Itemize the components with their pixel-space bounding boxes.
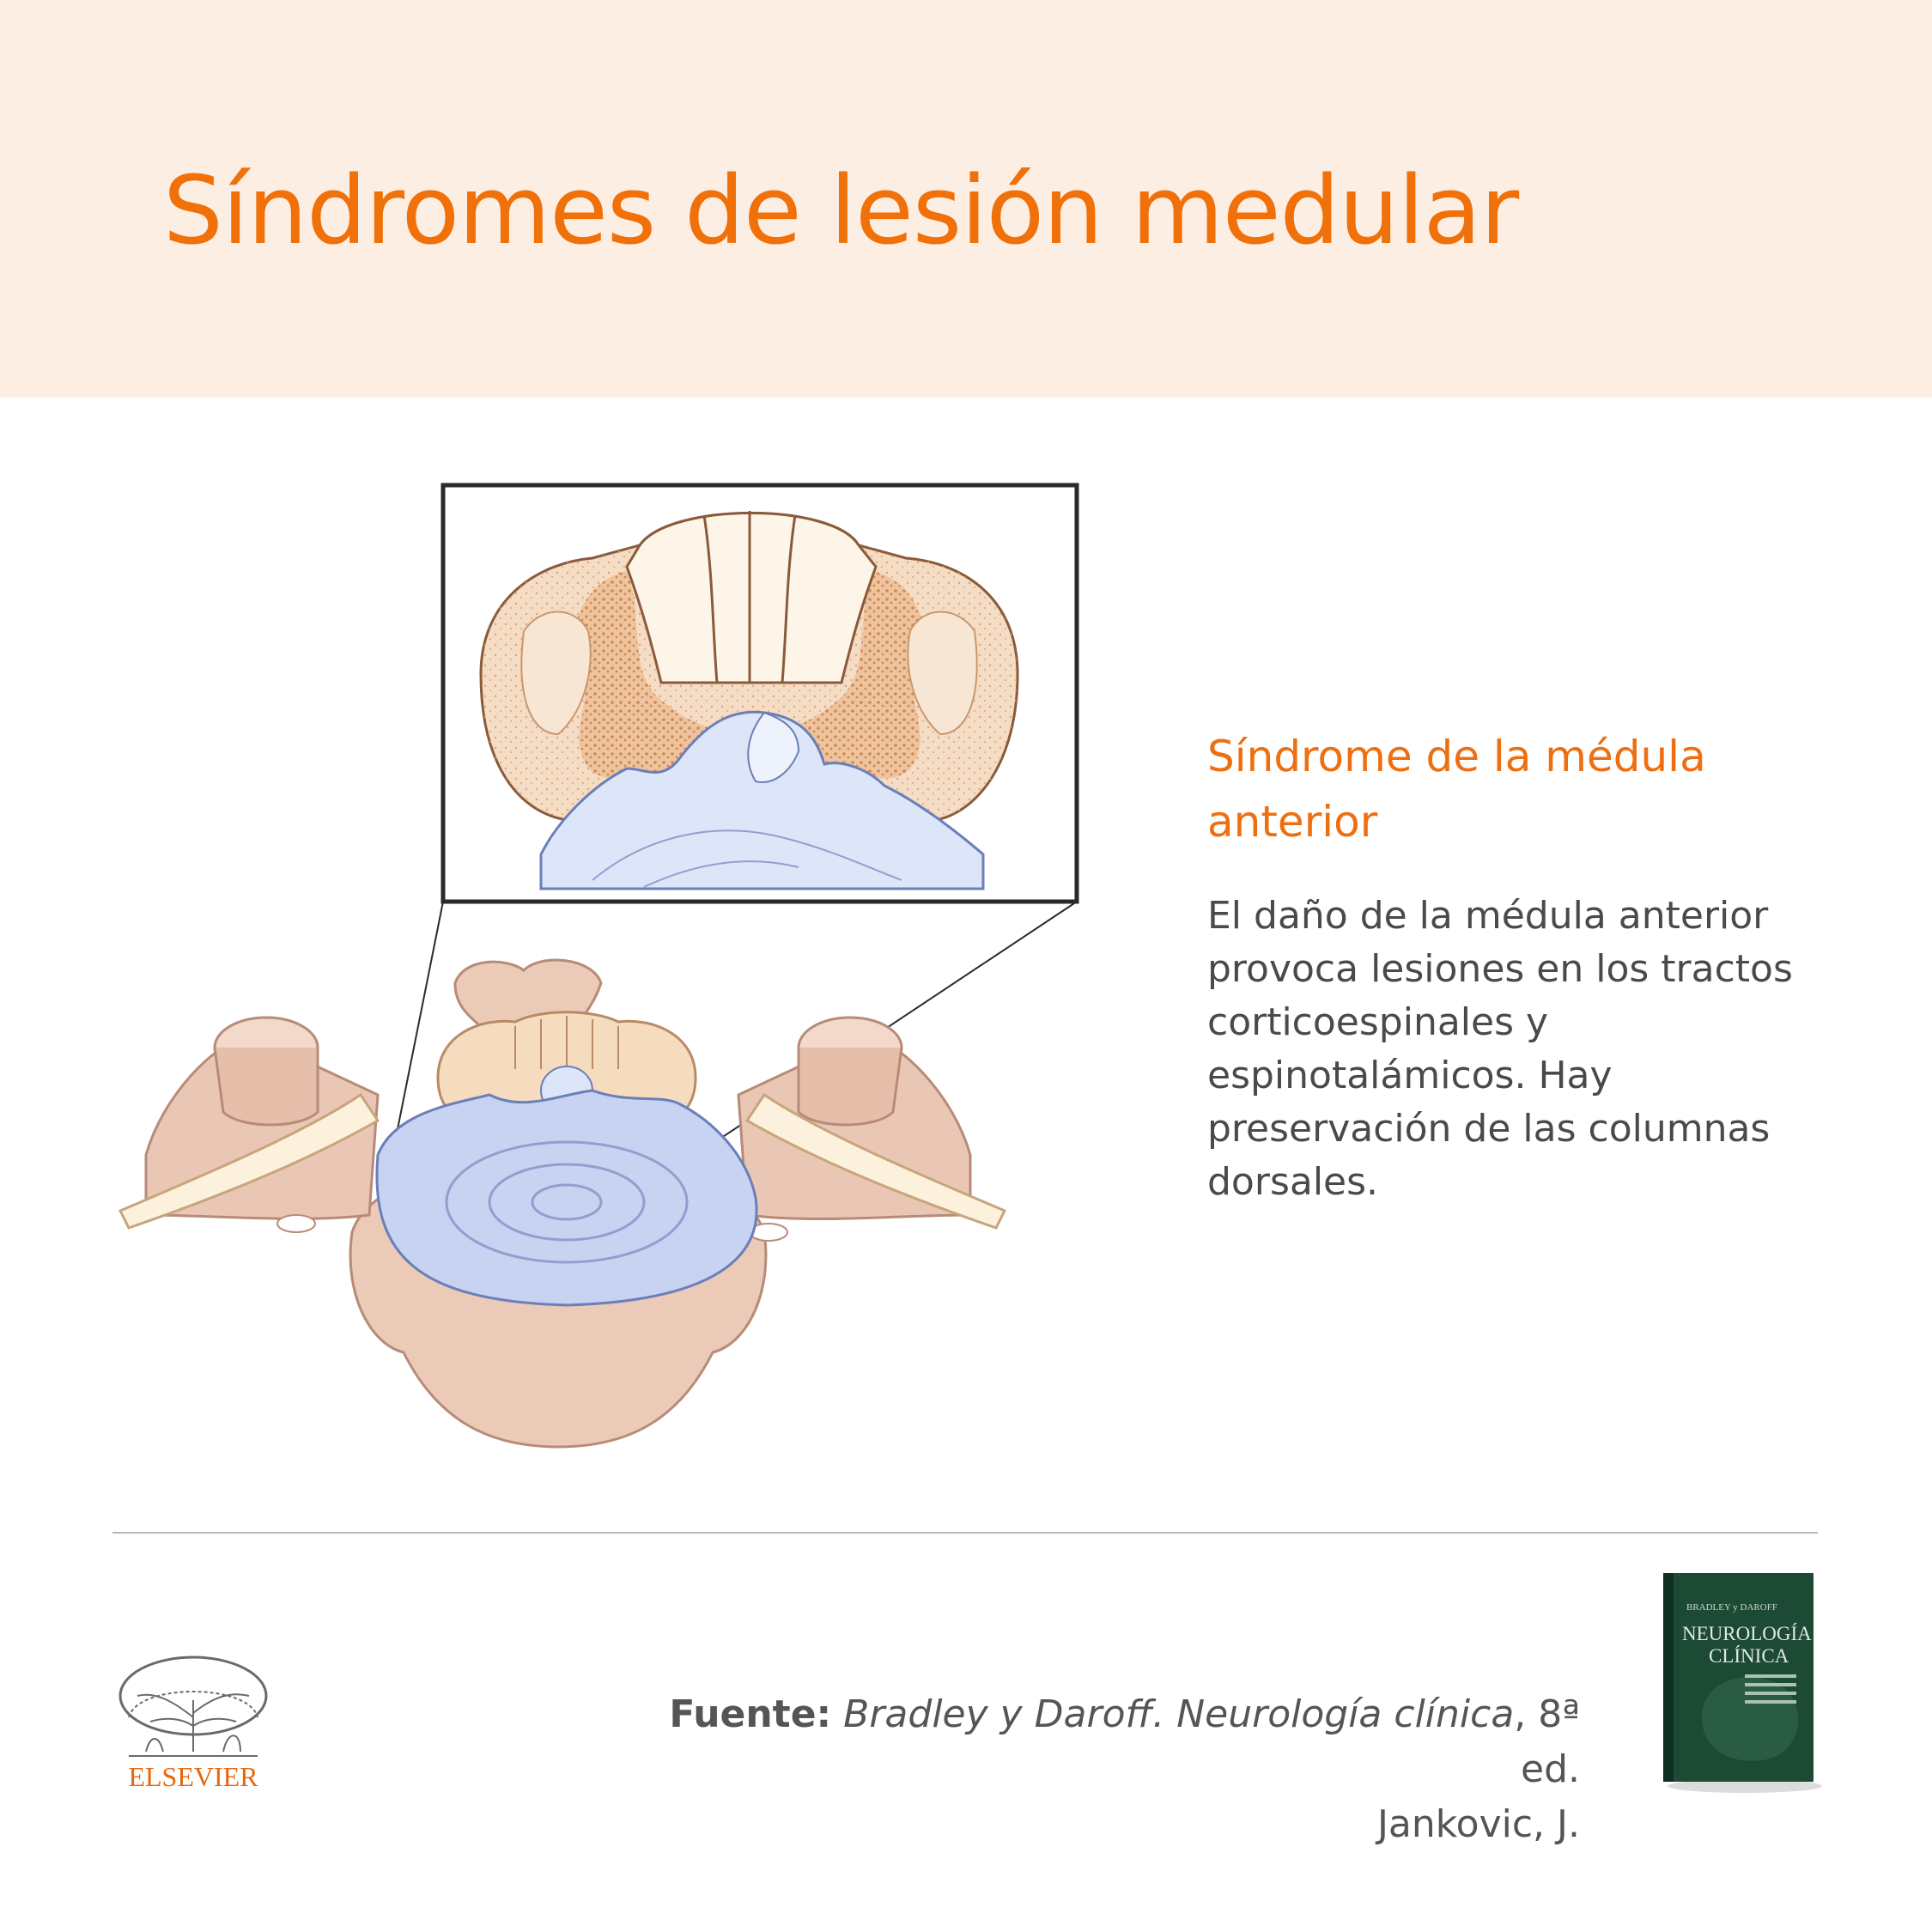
elsevier-logo [112, 1649, 275, 1795]
intervertebral-disc [377, 1091, 756, 1305]
source-label: Fuente: [669, 1692, 832, 1736]
svg-text:CLÍNICA: CLÍNICA [1709, 1645, 1789, 1667]
header-band [0, 0, 1932, 398]
syndrome-description: El daño de la médula anterior provoca lesiones en los tractos corticoespinales y espinotalámicos. Hay preservación de las columnas dorsales. [1207, 894, 1793, 1204]
book-cover-image [1659, 1571, 1822, 1795]
source-citation [635, 1687, 1580, 1852]
footer-divider [112, 1532, 1818, 1534]
page-title: Síndromes de lesión medular [163, 155, 1519, 265]
spinal-cord-illustration [112, 477, 1082, 1464]
source-edition: , 8ª ed. [1514, 1692, 1580, 1791]
svg-text:NEUROLOGÍA: NEUROLOGÍA [1682, 1623, 1812, 1644]
syndrome-title: Síndrome de la médula anterior [1207, 732, 1706, 847]
source-author: Jankovic, J. [1376, 1802, 1580, 1846]
source-book-title: Bradley y Daroff. Neurología clínica [843, 1692, 1515, 1736]
svg-text:BRADLEY y DAROFF: BRADLEY y DAROFF [1686, 1602, 1777, 1613]
publisher-name: ELSEVIER [128, 1761, 258, 1792]
magnified-cord-inset [443, 485, 1077, 902]
